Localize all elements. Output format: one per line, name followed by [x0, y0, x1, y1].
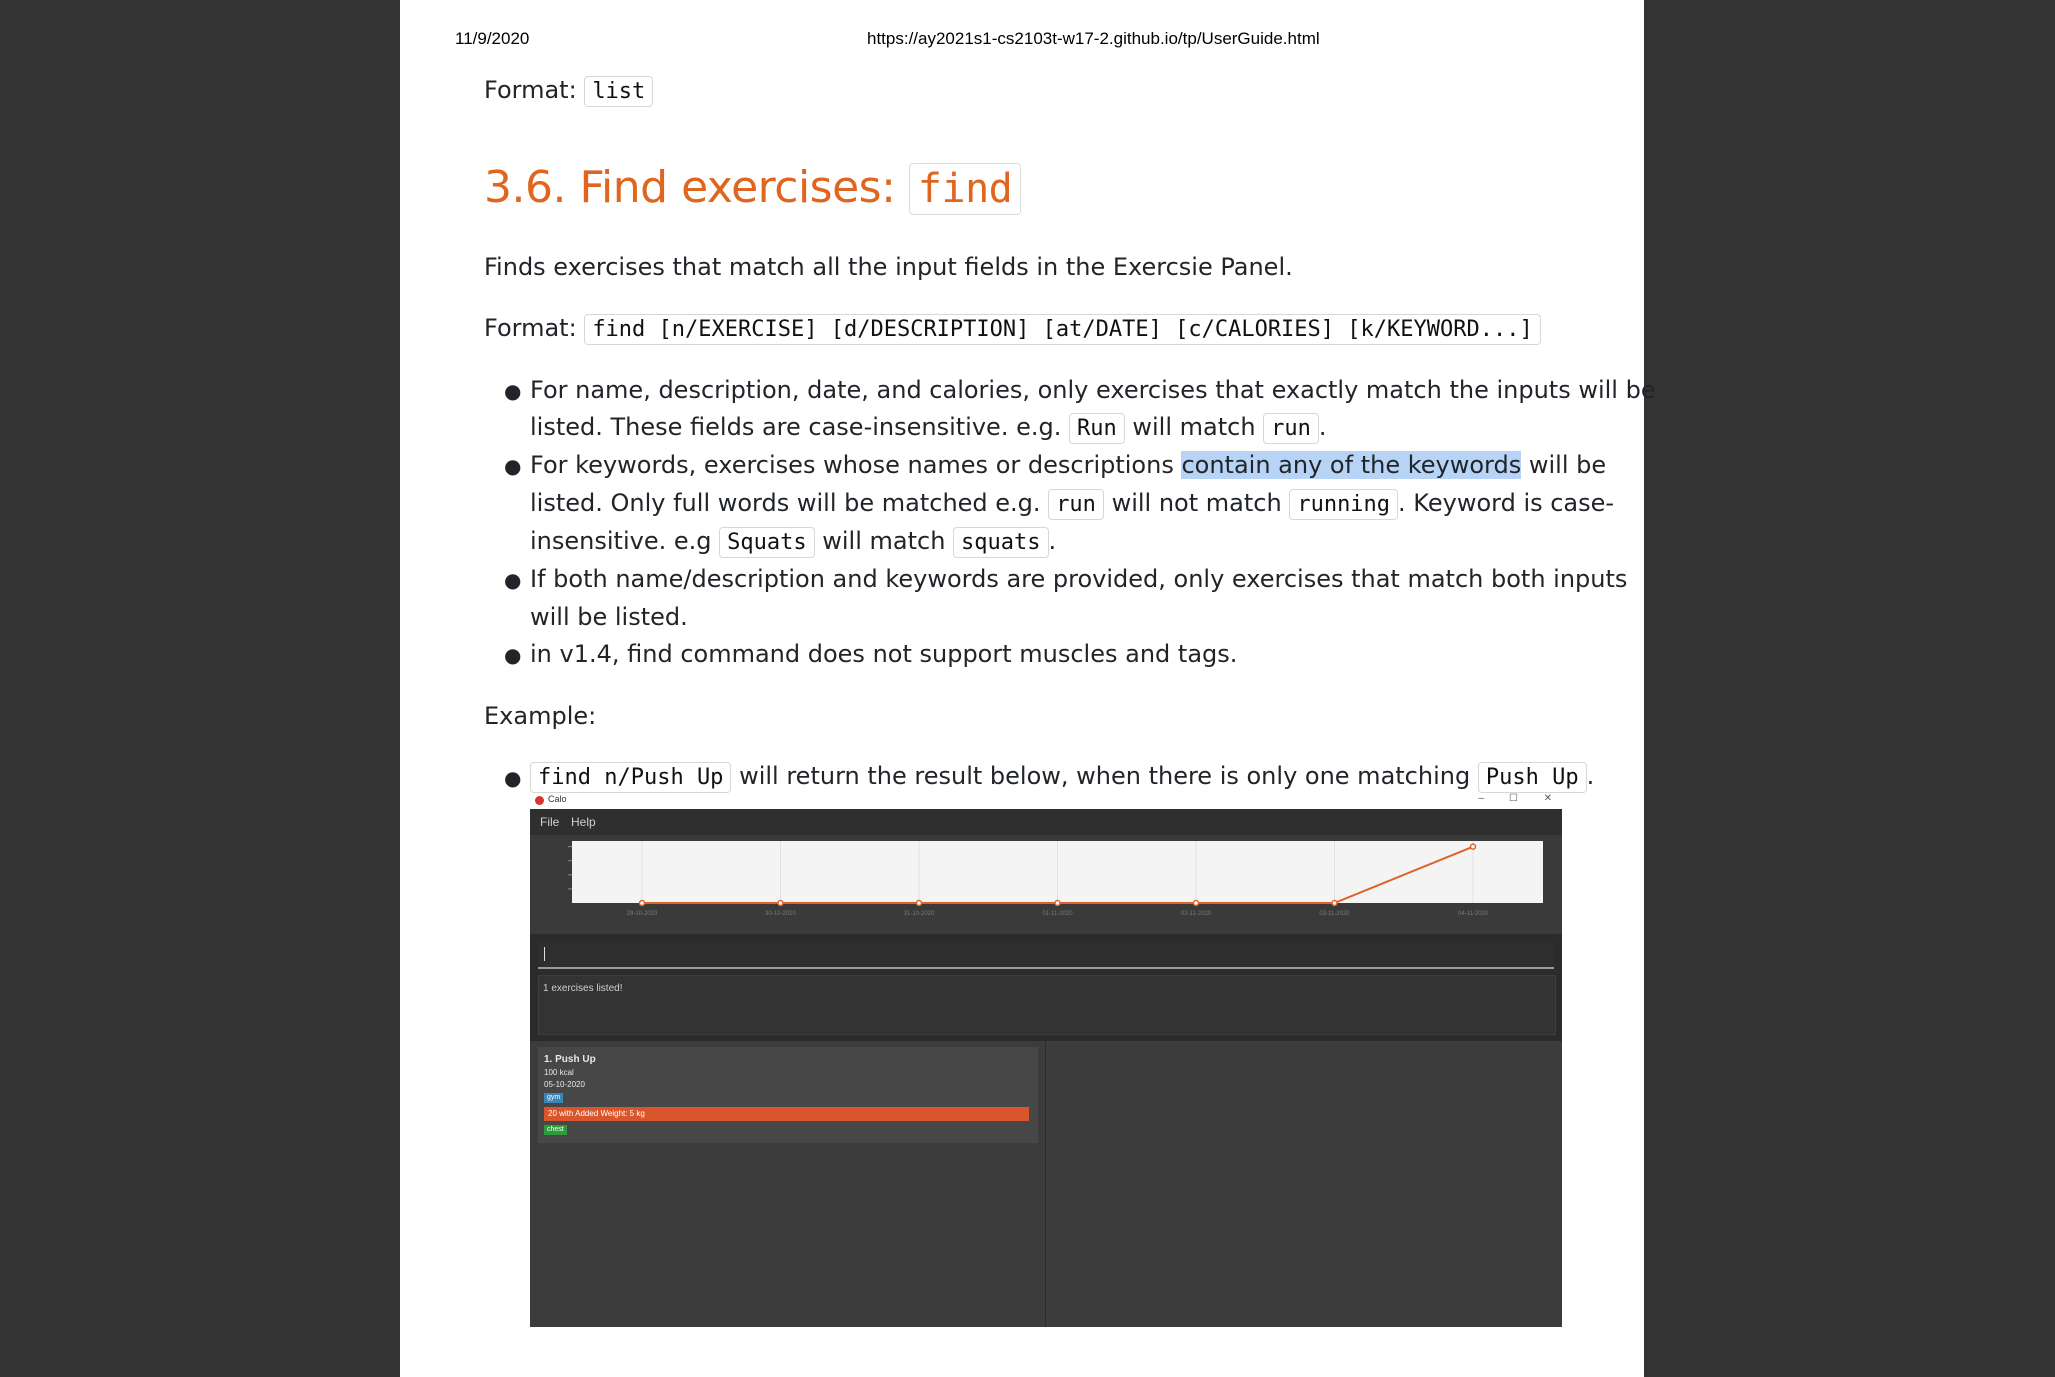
command-input[interactable] — [538, 941, 1554, 969]
x-tick-label: 31-10-2020 — [903, 911, 935, 917]
text: will match — [1132, 413, 1256, 441]
section-title: 3.6. Find exercises: — [484, 162, 896, 213]
bullet2-line2 — [530, 489, 1614, 517]
text: will not match — [1111, 489, 1282, 517]
code-run-upper: Run — [1069, 413, 1125, 444]
highlighted-text: contain any of the keywords — [1181, 451, 1522, 479]
x-tick-label: 30-10-2020 — [765, 911, 796, 917]
bullet-dot: ● — [504, 379, 522, 403]
find-format-code: find [n/EXERCISE] [d/DESCRIPTION] [at/DATE] [c/CALORIES] [k/KEYWORD...] — [584, 314, 1540, 345]
find-format-line — [484, 314, 1541, 342]
text: listed. Only full words will be matched e.g. — [530, 489, 1041, 517]
data-point — [778, 901, 783, 906]
app-title: Calo — [548, 794, 567, 804]
data-point — [1471, 844, 1476, 849]
menu-file[interactable]: File — [540, 815, 560, 829]
text: insensitive. e.g — [530, 527, 712, 555]
code-squats: squats — [953, 527, 1048, 558]
example-line — [530, 762, 1594, 790]
bullet1-line2 — [530, 413, 1327, 441]
code-squats-upper: Squats — [719, 527, 814, 558]
bullet2-line3 — [530, 527, 1056, 555]
calorie-line-chart — [530, 835, 1562, 934]
section-description: Finds exercises that match all the input fields in the Exercsie Panel. — [484, 253, 1293, 281]
x-tick-label: 02-11-2020 — [1180, 911, 1212, 917]
bullet-dot: ● — [504, 568, 522, 592]
bullet4-line1: in v1.4, find command does not support muscles and tags. — [530, 640, 1238, 668]
bullet2-line1 — [530, 451, 1606, 479]
text: will match — [822, 527, 946, 555]
x-tick-label: 01-11-2020 — [1042, 911, 1073, 917]
format-label: Format: — [484, 314, 577, 342]
bullet1-line1: For name, description, date, and calories, only exercises that exactly match the inputs will be — [530, 376, 1656, 404]
tag-gym: gym — [544, 1093, 563, 1103]
bullet-dot: ● — [504, 454, 522, 478]
menu-help[interactable]: Help — [571, 815, 596, 829]
text: For keywords, exercises whose names or descriptions — [530, 451, 1174, 479]
bullet-dot: ● — [504, 766, 522, 790]
app-menubar — [530, 809, 1562, 835]
result-display — [538, 975, 1556, 1035]
text: will be — [1528, 451, 1607, 479]
example-label: Example: — [484, 702, 597, 730]
print-url[interactable]: https://ay2021s1-cs2103t-w17-2.github.io/tp/UserGuide.html — [867, 29, 1320, 48]
text-cursor — [544, 947, 545, 961]
data-point — [1194, 901, 1199, 906]
bullet-dot: ● — [504, 643, 522, 667]
text: . — [1048, 527, 1057, 555]
bullet3-line1: If both name/description and keywords are provided, only exercises that match both inputs — [530, 565, 1628, 593]
app-titlebar — [530, 793, 1562, 809]
code-run: run — [1048, 489, 1104, 520]
list-format-line — [484, 76, 653, 104]
text: . Keyword is case- — [1398, 489, 1615, 517]
app-logo-icon — [535, 796, 544, 805]
x-tick-label: 04-11-2020 — [1457, 911, 1489, 917]
code-push-up: Push Up — [1478, 762, 1587, 793]
text: . — [1586, 762, 1595, 790]
result-text: 1 exercises listed! — [543, 983, 623, 994]
x-tick-label: 03-11-2020 — [1319, 911, 1350, 917]
exercise-date: 05-10-2020 — [544, 1080, 585, 1089]
detail-panel — [1046, 1041, 1562, 1327]
data-point — [1055, 901, 1060, 906]
maximize-icon[interactable]: ☐ — [1509, 793, 1518, 804]
x-tick-label: 29-10-2020 — [626, 911, 658, 917]
data-point — [640, 901, 645, 906]
data-point — [1332, 901, 1337, 906]
calorie-chart-panel — [530, 835, 1562, 934]
app-screenshot — [530, 793, 1562, 1327]
exercise-calories: 100 kcal — [544, 1068, 574, 1077]
code-run: run — [1263, 413, 1319, 444]
close-icon[interactable]: ✕ — [1543, 793, 1552, 804]
tag-chest: chest — [544, 1125, 567, 1135]
format-label: Format: — [484, 76, 577, 104]
exercise-list-panel — [530, 1041, 1046, 1327]
tag-weight: 20 with Added Weight: 5 kg — [544, 1107, 1029, 1121]
print-date: 11/9/2020 — [455, 29, 530, 48]
exercise-card[interactable] — [538, 1047, 1038, 1143]
code-running: running — [1289, 489, 1398, 520]
list-code: list — [584, 76, 653, 107]
find-command-code: find — [909, 163, 1021, 215]
document-page — [400, 0, 1656, 1377]
text: will return the result below, when there is only one matching — [739, 762, 1471, 790]
code-find-push-up: find n/Push Up — [530, 762, 731, 793]
section-heading — [484, 162, 1021, 213]
exercise-name: 1. Push Up — [544, 1054, 596, 1065]
bullet3-line2: will be listed. — [530, 603, 688, 631]
text: . — [1318, 413, 1327, 441]
data-point — [917, 901, 922, 906]
minimize-icon[interactable]: – — [1478, 793, 1484, 804]
text: listed. These fields are case-insensitive. e.g. — [530, 413, 1062, 441]
